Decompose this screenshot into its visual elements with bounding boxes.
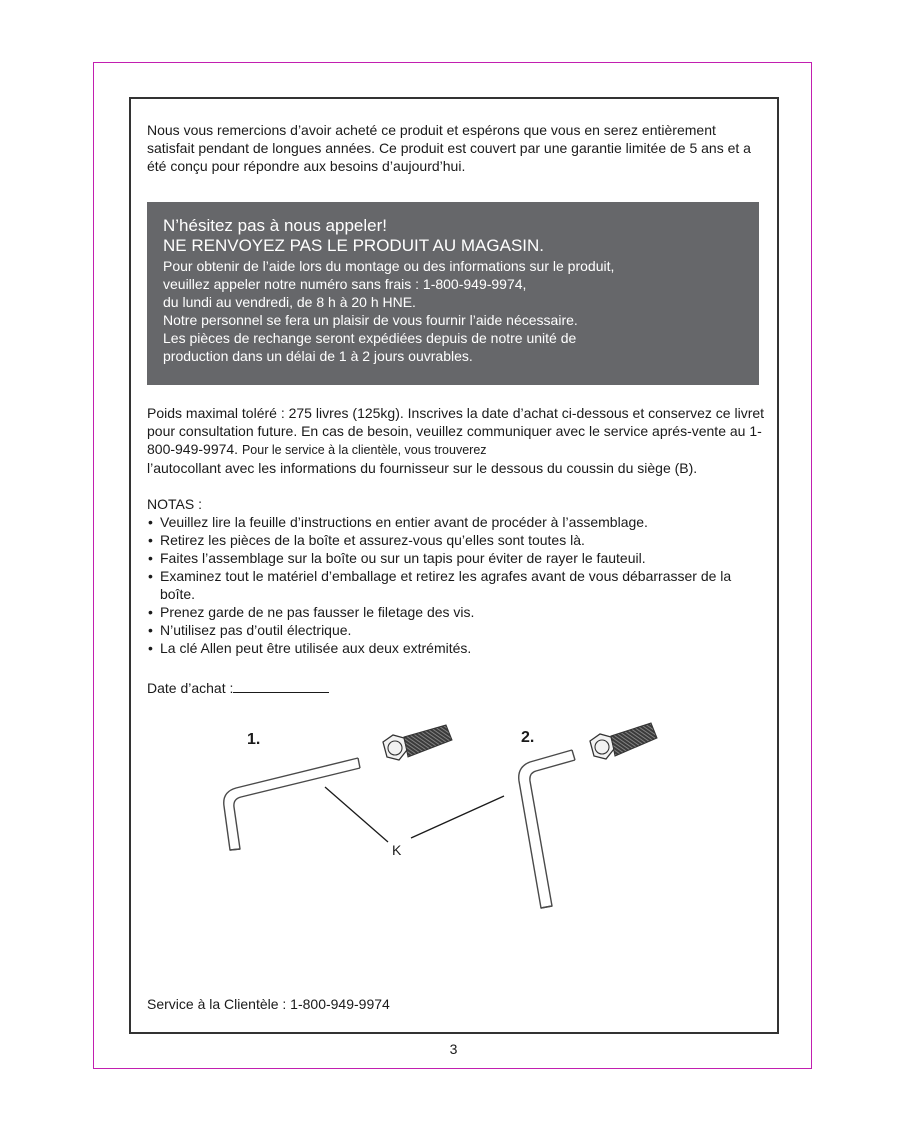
notes-title: NOTAS : <box>147 496 202 512</box>
list-item: • Examinez tout le matériel d’emballage et retirez les agrafes avant de vous débarrasser de la boîte. <box>147 567 767 603</box>
list-item: • La clé Allen peut être utilisée aux deux extrémités. <box>147 639 767 657</box>
allen-key-icon <box>519 750 575 908</box>
list-item: • Prenez garde de ne pas fausser le filetage des vis. <box>147 603 767 621</box>
callout-line: veuillez appeler notre numéro sans frais : 1-800-949-9974, <box>163 276 527 292</box>
list-item: • Faites l’assemblage sur la boîte ou sur un tapis pour éviter de rayer le fauteuil. <box>147 549 767 567</box>
page-number: 3 <box>449 1041 458 1057</box>
step-1-label: 1. <box>247 731 261 748</box>
intro-paragraph: Nous vous remercions d’avoir acheté ce produit et espérons que vous en serez entièrement satisfait pendant de longues années. Ce produit est couvert par une garantie limitée de 5 ans et a été conçu pour répondre aux besoins d’aujourd’hui. <box>147 122 751 174</box>
weight-main-text: Poids maximal toléré : 275 livres (125kg). Inscrives la date d’achat ci-dessous et conservez ce livret pour consultation future. En cas de besoin, veuillez communiquer avec le service aprés-vente au 1-800-949-9974. <box>147 405 765 457</box>
callout-line: Pour obtenir de l’aide lors du montage ou des informations sur le produit, <box>163 258 615 274</box>
weight-tail-text: l’autocollant avec les informations du fournisseur sur le dessous du coussin du siège (B). <box>147 460 698 476</box>
purchase-date-label: Date d’achat : <box>147 680 234 696</box>
leader-lines <box>325 787 504 842</box>
callout-line: Notre personnel se fera un plaisir de vous fournir l’aide nécessaire. <box>163 312 578 328</box>
weight-small-text: Pour le service à la clientèle, vous trouverez <box>241 443 487 457</box>
bolt-icon <box>590 723 657 759</box>
list-item: • Retirez les pièces de la boîte et assurez-vous qu’elles sont toutes là. <box>147 531 767 549</box>
list-item: • Veuillez lire la feuille d’instructions en entier avant de procéder à l’assemblage. <box>147 513 767 531</box>
callout-line: production dans un délai de 1 à 2 jours ouvrables. <box>163 348 473 364</box>
list-item: • N’utilisez pas d’outil électrique. <box>147 621 767 639</box>
callout-line: du lundi au vendredi, de 8 h à 20 h HNE. <box>163 294 416 310</box>
allen-key-icon <box>224 758 360 850</box>
part-k-label: K <box>392 842 402 858</box>
bolt-icon <box>383 725 452 760</box>
callout-heading-2: NE RENVOYEZ PAS LE PRODUIT AU MAGASIN. <box>163 236 545 255</box>
customer-service-line: Service à la Clientèle : 1-800-949-9974 <box>147 996 390 1012</box>
callout-line: Les pièces de rechange seront expédiées depuis de notre unité de <box>163 330 577 346</box>
step-2-label: 2. <box>521 729 535 746</box>
callout-heading-1: N’hésitez pas à nous appeler! <box>163 216 387 235</box>
